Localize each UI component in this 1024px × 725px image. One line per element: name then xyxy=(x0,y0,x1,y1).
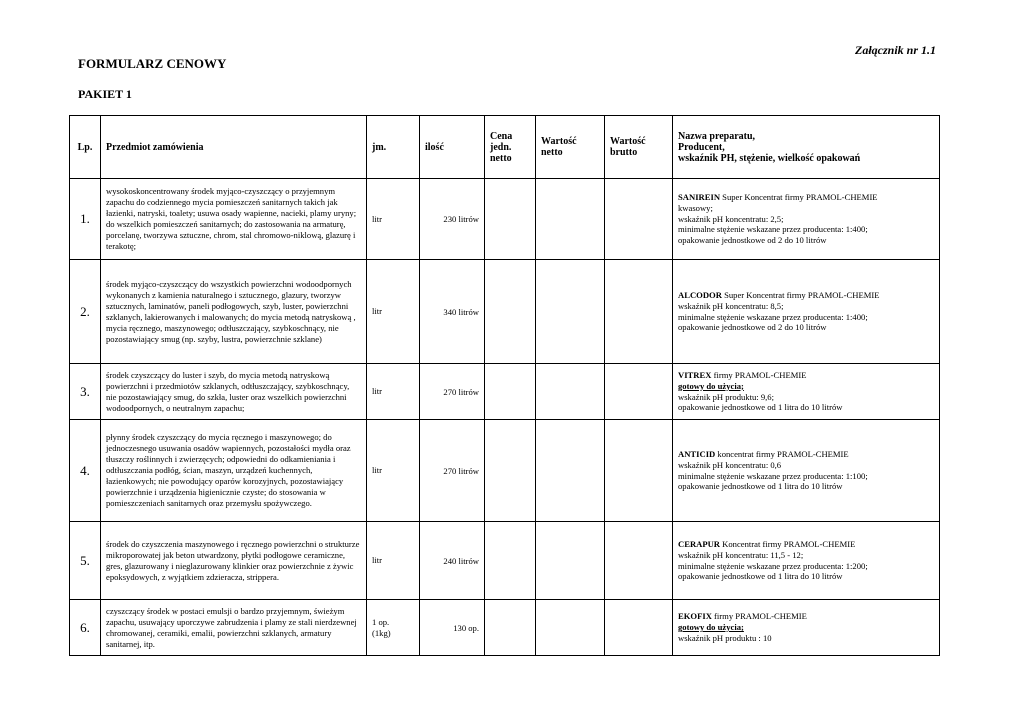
row-unit-price-cell[interactable] xyxy=(485,522,536,600)
row-product xyxy=(673,260,940,364)
product-detail: opakowanie jednostkowe od 2 do 10 litrów xyxy=(678,235,827,246)
row-description: środek do czyszczenia maszynowego i ręcznego powierzchni o strukturze mikroporowatej jak beton utwardzony, płytki podłogowe ceramiczne, gres, glazurowany i nieglazurowany klinkier oraz powierzchnie z żywic epoksydowych, z wyjątkiem zdzieracza, strippera. xyxy=(101,522,367,600)
row-product xyxy=(673,179,940,260)
row-unit-line: litr xyxy=(372,213,383,224)
row-unit xyxy=(367,260,420,364)
product-line xyxy=(678,449,934,460)
table-row xyxy=(70,179,940,260)
table-row xyxy=(70,600,940,656)
price-table xyxy=(69,115,940,656)
product-line xyxy=(678,192,934,203)
row-quantity: 270 litrów xyxy=(420,364,485,420)
row-description: czyszczący środek w postaci emulsji o bardzo przyjemnym, świeżym zapachu, usuwający uporczywe zabrudzenia i plamy ze stali nierdzewnej chromowanej, ceramiki, emalii, powierzchni szklanych, armatury sanitarnej, itp. xyxy=(101,600,367,656)
product-detail: minimalne stężenie wskazane przez producenta: 1:200; xyxy=(678,560,868,571)
col-header-gross-value-line: brutto xyxy=(610,147,638,158)
col-header-gross-value xyxy=(605,116,673,179)
product-detail: opakowanie jednostkowe od 1 litra do 10 litrów xyxy=(678,571,843,582)
table-row xyxy=(70,364,940,420)
product-detail: minimalne stężenie wskazane przez producenta: 1:400; xyxy=(678,311,868,322)
col-header-unit-price-line: jedn. xyxy=(490,141,512,153)
row-description: płynny środek czyszczący do mycia ręcznego i maszynowego; do jednoczesnego usuwania osadów wapiennych, pozostałości mydła oraz tłuszczy roślinnych i zwierzęcych; odpowiedni do odkamieniania i odtłuszczania podłóg, ścian, maszyn, urządzeń kuchennych, łazienkowych; nie powodujący oparów korozyjnych, pozostawiający powierzchnie i urządzenia higienicznie czyste; do stosowania w pomieszczeniach sanitarnych oraz przemysłu spożywczego. xyxy=(101,420,367,522)
row-description: środek myjąco-czyszczący do wszystkich powierzchni wodoodpornych wykonanych z kamienia naturalnego i sztucznego, glazury, tworzyw sztucznych, laminatów, paneli podłogowych, szyb, luster, powierzchni szklanych, lakierowanych i malowanych; do mycia metodą natryskową , mycia ręcznego, maszynowego; odtłuszczający, szybkoschnący, nie pozostawiający smug (np. szyby, lustra, powierzchnie szklane) xyxy=(101,260,367,364)
row-unit xyxy=(367,179,420,260)
product-detail: opakowanie jednostkowe od 1 litra do 10 litrów xyxy=(678,402,843,413)
row-net-value-cell[interactable] xyxy=(536,179,605,260)
product-name: EKOFIX xyxy=(678,611,712,622)
row-unit xyxy=(367,522,420,600)
row-unit-price-cell[interactable] xyxy=(485,260,536,364)
col-header-preparation-line: Producent, xyxy=(678,141,725,153)
row-unit-line: (1kg) xyxy=(372,627,391,638)
row-net-value-cell[interactable] xyxy=(536,260,605,364)
product-manufacturer: Super Koncentrat firmy PRAMOL-CHEMIE xyxy=(720,192,878,202)
product-detail: wskaźnik pH produktu: 9,6; xyxy=(678,391,774,402)
product-manufacturer: Super Koncentrat firmy PRAMOL-CHEMIE xyxy=(721,289,880,300)
col-header-preparation xyxy=(673,116,940,179)
col-header-unit-price-line: Cena xyxy=(490,130,513,142)
row-product xyxy=(673,364,940,420)
row-lp: 2. xyxy=(70,260,101,364)
product-detail: wskaźnik pH koncentratu: 11,5 - 12; xyxy=(678,549,804,560)
product-detail: wskaźnik pH koncentratu: 2,5; xyxy=(678,213,784,224)
col-header-qty: ilość xyxy=(420,116,485,179)
row-net-value-cell[interactable] xyxy=(536,420,605,522)
product-detail: opakowanie jednostkowe od 2 do 10 litrów xyxy=(678,322,827,333)
package-label: PAKIET 1 xyxy=(78,87,132,101)
product-detail: wskaźnik pH koncentratu: 8,5; xyxy=(678,300,784,311)
row-unit-price-cell[interactable] xyxy=(485,179,536,260)
row-description: wysokoskoncentrowany środek myjąco-czyszczący o przyjemnym zapachu do codziennego mycia pomieszczeń sanitarnych takich jak łazienki, natryski, toalety; usuwa osady wapienne, nacieki, plamy uryny; do wszelkich pomieszczeń sanitarnych; do zastosowania na armaturę, porcelanę, tworzywa sztuczne, chrom, stal chromowo-niklową, glazurę i terakotę; xyxy=(101,179,367,260)
col-header-lp: Lp. xyxy=(70,116,101,179)
row-quantity: 240 litrów xyxy=(420,522,485,600)
product-detail: wskaźnik pH produktu : 10 xyxy=(678,632,772,643)
row-net-value-cell[interactable] xyxy=(536,364,605,420)
row-unit-price-cell[interactable] xyxy=(485,420,536,522)
col-header-preparation-line: Nazwa preparatu, xyxy=(678,130,756,142)
row-unit xyxy=(367,420,420,522)
row-product xyxy=(673,600,940,656)
row-quantity: 270 litrów xyxy=(420,420,485,522)
ready-to-use-note: gotowy do użycia; xyxy=(678,622,744,633)
product-name: ALCODOR xyxy=(678,289,722,300)
col-header-net-value-line: netto xyxy=(541,147,563,158)
row-unit xyxy=(367,364,420,420)
row-unit xyxy=(367,600,420,656)
row-quantity: 230 litrów xyxy=(420,179,485,260)
product-line xyxy=(678,370,934,381)
product-detail: opakowanie jednostkowe od 1 litra do 10 litrów xyxy=(678,481,843,492)
row-gross-value-cell[interactable] xyxy=(605,600,673,656)
table-row xyxy=(70,260,940,364)
row-gross-value-cell[interactable] xyxy=(605,260,673,364)
product-manufacturer: Koncentrat firmy PRAMOL-CHEMIE xyxy=(720,538,856,549)
row-gross-value-cell[interactable] xyxy=(605,179,673,260)
ready-to-use-note: gotowy do użycia; xyxy=(678,380,744,391)
col-header-unit: jm. xyxy=(367,116,420,179)
row-lp: 5. xyxy=(70,522,101,600)
product-name: CERAPUR xyxy=(678,538,721,549)
row-product xyxy=(673,522,940,600)
product-detail: wskaźnik pH koncentratu: 0,6 xyxy=(678,459,782,470)
product-name: SANIREIN xyxy=(678,192,721,202)
row-gross-value-cell[interactable] xyxy=(605,364,673,420)
product-line xyxy=(678,611,934,622)
product-line xyxy=(678,290,934,301)
table-row xyxy=(70,420,940,522)
table-header-row xyxy=(70,116,940,179)
row-net-value-cell[interactable] xyxy=(536,600,605,656)
col-header-gross-value-line: Wartość xyxy=(610,136,646,147)
product-line xyxy=(678,539,934,550)
row-lp: 1. xyxy=(70,179,101,260)
row-gross-value-cell[interactable] xyxy=(605,522,673,600)
row-description: środek czyszczący do luster i szyb, do mycia metodą natryskową powierzchni i przedmiotów szklanych, odtłuszczający, szybkoschnący, nie pozostawiający smug, do szkła, luster oraz wszelkich powierzchni wodoodpornych, o neutralnym zapachu; xyxy=(101,364,367,420)
product-manufacturer: koncentrat firmy PRAMOL-CHEMIE xyxy=(715,448,849,459)
product-detail: minimalne stężenie wskazane przez producenta: 1:400; xyxy=(678,224,868,235)
product-detail: minimalne stężenie wskazane przez producenta: 1:100; xyxy=(678,470,868,481)
col-header-preparation-line: wskaźnik PH, stężenie, wielkość opakowań xyxy=(678,152,861,164)
row-gross-value-cell[interactable] xyxy=(605,420,673,522)
col-header-item: Przedmiot zamówienia xyxy=(101,116,367,179)
annex-label: Załącznik nr 1.1 xyxy=(854,43,936,57)
row-lp: 4. xyxy=(70,420,101,522)
col-header-net-value xyxy=(536,116,605,179)
row-unit-line: litr xyxy=(372,465,383,475)
row-quantity: 340 litrów xyxy=(420,260,485,364)
col-header-net-value-line: Wartość xyxy=(541,136,577,147)
page-title: FORMULARZ CENOWY xyxy=(78,56,227,71)
product-manufacturer: firmy PRAMOL-CHEMIE xyxy=(711,611,807,622)
table-row xyxy=(70,522,940,600)
col-header-unit-price xyxy=(485,116,536,179)
row-unit-price-cell[interactable] xyxy=(485,600,536,656)
row-product xyxy=(673,420,940,522)
col-header-unit-price-line: netto xyxy=(490,152,512,164)
row-net-value-cell[interactable] xyxy=(536,522,605,600)
row-unit-line: 1 op. xyxy=(372,616,390,627)
row-lp: 3. xyxy=(70,364,101,420)
row-unit-line: litr xyxy=(372,386,383,396)
row-lp: 6. xyxy=(70,600,101,656)
product-detail: kwasowy; xyxy=(678,202,713,213)
product-name: ANTICID xyxy=(678,448,716,459)
row-unit-price-cell[interactable] xyxy=(485,364,536,420)
row-quantity: 130 op. xyxy=(420,600,485,656)
product-manufacturer: firmy PRAMOL-CHEMIE xyxy=(711,369,807,380)
product-name: VITREX xyxy=(678,369,712,380)
row-unit-line: litr xyxy=(372,555,383,565)
row-unit-line: litr xyxy=(372,306,383,316)
